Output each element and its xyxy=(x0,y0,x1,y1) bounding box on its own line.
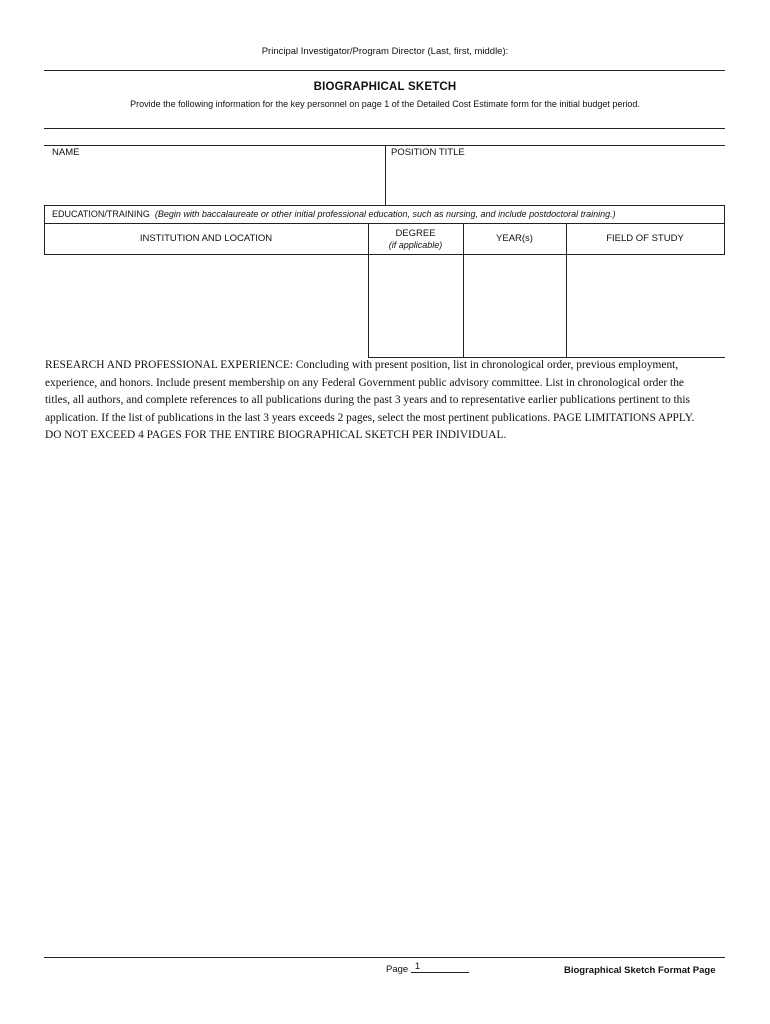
col-header-institution: INSTITUTION AND LOCATION xyxy=(139,233,273,244)
col-header-degree-label: DEGREE xyxy=(395,228,436,239)
col-header-years: YEAR(s) xyxy=(496,233,533,244)
page-label: Page xyxy=(386,964,409,975)
col-header-degree-note: (if applicable) xyxy=(388,240,443,250)
page-title: BIOGRAPHICAL SKETCH xyxy=(313,81,457,93)
columns-bottom-border xyxy=(44,254,725,255)
col-header-field: FIELD OF STUDY xyxy=(606,233,684,244)
instructions-text: Provide the following information for the key personnel on page 1 of the Detailed Cost Estimate form for the initial budget period. xyxy=(130,99,640,109)
pi-name-label: Principal Investigator/Program Director (Last, first, middle): xyxy=(261,46,509,57)
education-right-border xyxy=(724,205,725,223)
page-number: 1 xyxy=(411,961,469,973)
page-indicator xyxy=(386,961,469,976)
research-experience-text: RESEARCH AND PROFESSIONAL EXPERIENCE: Concluding with present position, list in chronological order, previous employment, experience, and honors. Include present membership on any Federal Government public advisory committee. List in chronological order the titles, all authors, and complete references to all publications during the past 3 years and to representative earlier publications pertinent to this application. If the list of publications in the last 3 years exceeds 2 pages, select the most pertinent publications. PAGE LIMITATIONS APPLY. DO NOT EXCEED 4 PAGES FOR THE ENTIRE BIOGRAPHICAL SKETCH PER INDIVIDUAL. xyxy=(45,359,695,442)
name-label: NAME xyxy=(52,147,80,158)
header-divider-bottom xyxy=(44,128,725,129)
education-columns-top-border xyxy=(44,223,725,224)
education-heading-note: (Begin with baccalaureate or other initial professional education, such as nursing, and include postdoctoral training.) xyxy=(154,209,616,219)
education-heading-label: EDUCATION/TRAINING xyxy=(52,209,150,219)
education-left-border xyxy=(44,205,45,223)
form-name: Biographical Sketch Format Page xyxy=(564,965,716,976)
field-entry-cell[interactable] xyxy=(568,256,722,354)
position-title-label: POSITION TITLE xyxy=(391,147,465,158)
years-entry-cell[interactable] xyxy=(465,256,564,354)
degree-entry-cell[interactable] xyxy=(370,256,461,354)
col-header-degree xyxy=(368,228,463,250)
institution-entry-cell[interactable] xyxy=(46,256,366,354)
name-field[interactable] xyxy=(46,160,382,202)
education-heading xyxy=(52,209,616,219)
columns-right-border xyxy=(724,223,725,254)
header-divider-top xyxy=(44,70,725,71)
name-position-divider xyxy=(385,145,386,205)
education-top-border xyxy=(44,205,725,206)
footer-divider xyxy=(44,957,725,958)
position-title-field[interactable] xyxy=(390,160,722,202)
research-entry-area[interactable] xyxy=(45,466,725,946)
